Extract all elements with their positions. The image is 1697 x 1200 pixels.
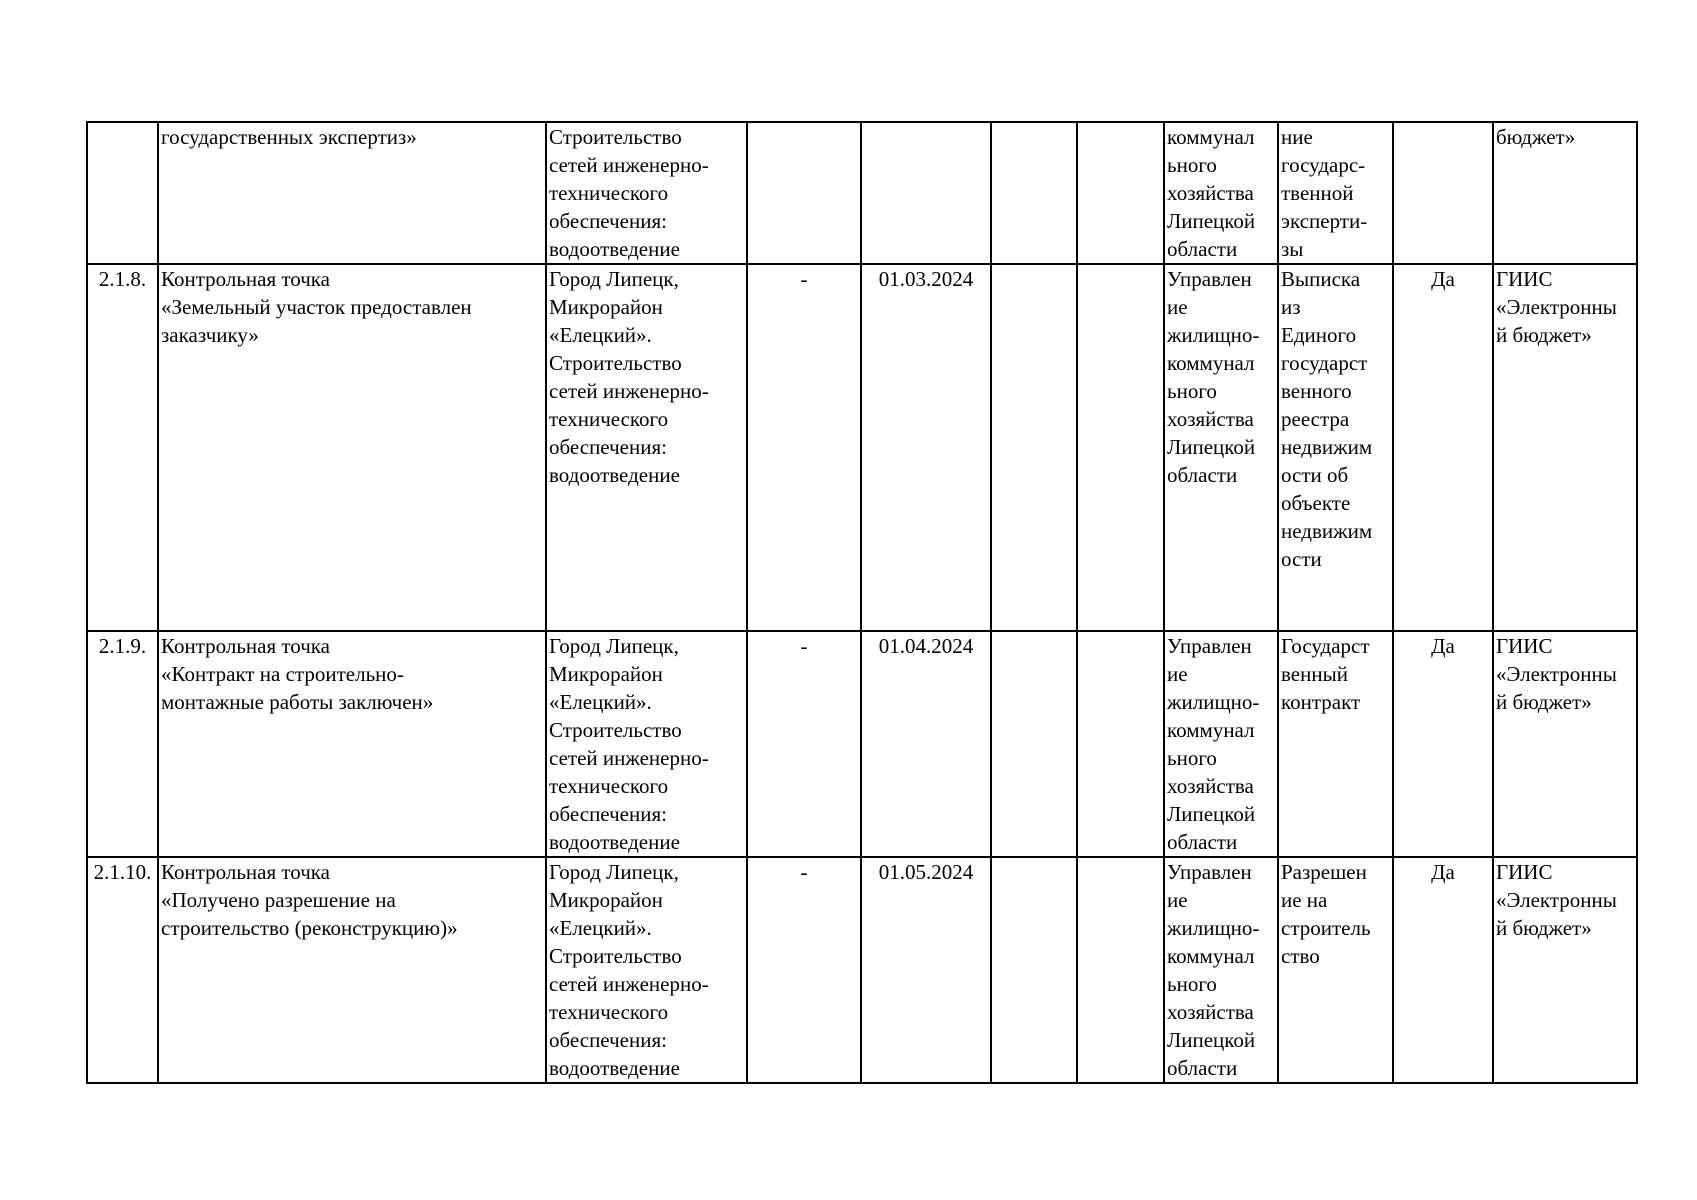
confirming-document: Разрешен ие на строитель ство — [1278, 857, 1393, 1083]
empty-cell — [1077, 264, 1164, 631]
control-point-name: Контрольная точка «Получено разрешение на строительство (реконструкцию)» — [158, 857, 546, 1083]
row-number: 2.1.8. — [87, 264, 158, 631]
row-number: 2.1.9. — [87, 631, 158, 857]
row-number: 2.1.10. — [87, 857, 158, 1083]
base-value: - — [747, 264, 861, 631]
information-system: ГИИС «Электронны й бюджет» — [1493, 857, 1637, 1083]
table-row — [87, 631, 1637, 857]
control-point-name: Контрольная точка «Контракт на строительно- монтажные работы заключен» — [158, 631, 546, 857]
empty-cell — [991, 264, 1077, 631]
confirming-document: Государст венный контракт — [1278, 631, 1393, 857]
due-date: 01.03.2024 — [861, 264, 991, 631]
empty-cell — [991, 857, 1077, 1083]
table-row — [87, 264, 1637, 631]
due-date: 01.05.2024 — [861, 857, 991, 1083]
confirming-document: Выписка из Единого государст венного реестра недвижим ости об объекте недвижим ости — [1278, 264, 1393, 631]
object-location: Строительство сетей инженерно- технического обеспечения: водоотведение — [546, 122, 747, 264]
control-point-name: государственных экспертиз» — [158, 122, 546, 264]
flag-value: Да — [1393, 857, 1493, 1083]
base-value — [747, 122, 861, 264]
base-value: - — [747, 857, 861, 1083]
information-system: ГИИС «Электронны й бюджет» — [1493, 631, 1637, 857]
row-number — [87, 122, 158, 264]
base-value: - — [747, 631, 861, 857]
empty-cell — [991, 122, 1077, 264]
responsible-body: коммунал ьного хозяйства Липецкой области — [1164, 122, 1278, 264]
flag-value: Да — [1393, 631, 1493, 857]
empty-cell — [1077, 122, 1164, 264]
responsible-body: Управлен ие жилищно- коммунал ьного хозяйства Липецкой области — [1164, 857, 1278, 1083]
responsible-body: Управлен ие жилищно- коммунал ьного хозяйства Липецкой области — [1164, 631, 1278, 857]
information-system: бюджет» — [1493, 122, 1637, 264]
flag-value — [1393, 122, 1493, 264]
table-row — [87, 857, 1637, 1083]
responsible-body: Управлен ие жилищно- коммунал ьного хозяйства Липецкой области — [1164, 264, 1278, 631]
table-row — [87, 122, 1637, 264]
empty-cell — [1077, 631, 1164, 857]
object-location: Город Липецк, Микрорайон «Елецкий». Строительство сетей инженерно- технического обеспечения: водоотведение — [546, 264, 747, 631]
flag-value: Да — [1393, 264, 1493, 631]
confirming-document: ние государс- твенной эксперти- зы — [1278, 122, 1393, 264]
control-point-name: Контрольная точка «Земельный участок предоставлен заказчику» — [158, 264, 546, 631]
empty-cell — [991, 631, 1077, 857]
control-points-table — [86, 121, 1638, 1084]
due-date — [861, 122, 991, 264]
due-date: 01.04.2024 — [861, 631, 991, 857]
object-location: Город Липецк, Микрорайон «Елецкий». Строительство сетей инженерно- технического обеспечения: водоотведение — [546, 631, 747, 857]
empty-cell — [1077, 857, 1164, 1083]
information-system: ГИИС «Электронны й бюджет» — [1493, 264, 1637, 631]
object-location: Город Липецк, Микрорайон «Елецкий». Строительство сетей инженерно- технического обеспечения: водоотведение — [546, 857, 747, 1083]
